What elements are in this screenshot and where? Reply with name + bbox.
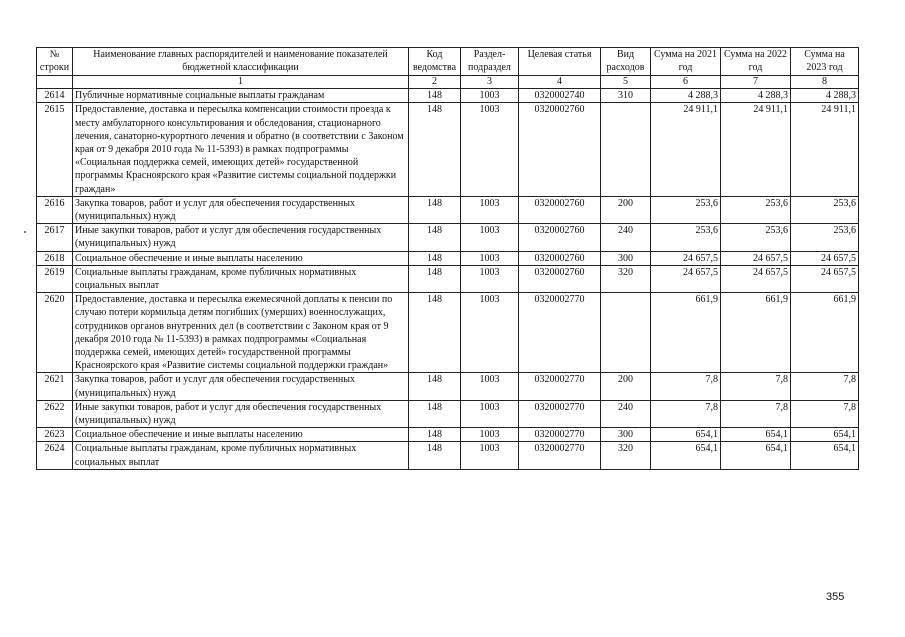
cell-row-no: 2623 — [37, 428, 73, 442]
cell-name: Социальные выплаты гражданам, кроме публичных нормативных социальных выплат — [73, 265, 409, 292]
cell-section: 1003 — [461, 224, 519, 251]
cell-name: Закупка товаров, работ и услуг для обеспечения государственных (муниципальных) нужд — [73, 196, 409, 223]
cell-sum-2021: 661,9 — [651, 293, 721, 373]
page-number: 355 — [826, 591, 845, 603]
column-number: 5 — [601, 76, 651, 89]
cell-section: 1003 — [461, 251, 519, 265]
header-sum-2023: Сумма на 2023 год — [791, 48, 859, 76]
cell-sum-2022: 7,8 — [721, 400, 791, 427]
column-number: 8 — [791, 76, 859, 89]
header-expense-type: Вид расходов — [601, 48, 651, 76]
cell-sum-2023: 253,6 — [791, 196, 859, 223]
cell-section: 1003 — [461, 293, 519, 373]
cell-expense-type: 300 — [601, 428, 651, 442]
cell-row-no: 2614 — [37, 89, 73, 103]
table-row — [37, 196, 859, 223]
cell-target: 0320002770 — [519, 293, 601, 373]
cell-name: Предоставление, доставка и пересылка компенсации стоимости проезда к месту амбулаторного консультирования и обследования, стационарного лечения, санаторно-курортного лечения и обратно (в соответствии с Законом края от 9 декабря 2010 года № 11-5393) в рамках подпрограммы «Социальная поддержка семей, имеющих детей» государственной программы Красноярского края «Развитие системы социальной поддержки граждан» — [73, 103, 409, 196]
column-number-empty — [37, 76, 73, 89]
column-number: 7 — [721, 76, 791, 89]
cell-expense-type: 310 — [601, 89, 651, 103]
cell-sum-2021: 24 911,1 — [651, 103, 721, 196]
table-header — [37, 48, 859, 89]
cell-row-no: 2619 — [37, 265, 73, 292]
cell-target: 0320002760 — [519, 265, 601, 292]
header-name: Наименование главных распорядителей и наименование показателей бюджетной классификации — [73, 48, 409, 76]
cell-name: Публичные нормативные социальные выплаты гражданам — [73, 89, 409, 103]
cell-row-no: 2617 — [37, 224, 73, 251]
cell-expense-type: 320 — [601, 442, 651, 469]
cell-target: 0320002760 — [519, 103, 601, 196]
cell-target: 0320002770 — [519, 442, 601, 469]
cell-sum-2023: 654,1 — [791, 428, 859, 442]
cell-sum-2023: 24 911,1 — [791, 103, 859, 196]
column-numbers-row — [37, 76, 859, 89]
cell-target: 0320002740 — [519, 89, 601, 103]
cell-dept-code: 148 — [409, 251, 461, 265]
cell-sum-2022: 24 911,1 — [721, 103, 791, 196]
cell-row-no: 2624 — [37, 442, 73, 469]
cell-sum-2021: 7,8 — [651, 400, 721, 427]
cell-section: 1003 — [461, 103, 519, 196]
cell-sum-2021: 24 657,5 — [651, 265, 721, 292]
header-dept-code: Код ведомства — [409, 48, 461, 76]
cell-dept-code: 148 — [409, 265, 461, 292]
cell-row-no: 2616 — [37, 196, 73, 223]
cell-sum-2023: 7,8 — [791, 400, 859, 427]
cell-section: 1003 — [461, 89, 519, 103]
cell-sum-2023: 253,6 — [791, 224, 859, 251]
scan-speck — [24, 231, 26, 233]
cell-dept-code: 148 — [409, 442, 461, 469]
cell-sum-2022: 24 657,5 — [721, 251, 791, 265]
cell-dept-code: 148 — [409, 373, 461, 400]
cell-sum-2021: 654,1 — [651, 442, 721, 469]
cell-section: 1003 — [461, 265, 519, 292]
cell-sum-2021: 253,6 — [651, 224, 721, 251]
cell-section: 1003 — [461, 373, 519, 400]
header-row — [37, 48, 859, 76]
table-row — [37, 89, 859, 103]
cell-row-no: 2622 — [37, 400, 73, 427]
cell-name: Социальное обеспечение и иные выплаты населению — [73, 428, 409, 442]
cell-expense-type: 200 — [601, 196, 651, 223]
cell-sum-2023: 7,8 — [791, 373, 859, 400]
cell-row-no: 2620 — [37, 293, 73, 373]
cell-dept-code: 148 — [409, 89, 461, 103]
cell-expense-type: 240 — [601, 400, 651, 427]
table-row — [37, 265, 859, 292]
cell-sum-2023: 654,1 — [791, 442, 859, 469]
cell-name: Социальное обеспечение и иные выплаты населению — [73, 251, 409, 265]
cell-sum-2023: 661,9 — [791, 293, 859, 373]
cell-section: 1003 — [461, 400, 519, 427]
cell-sum-2023: 24 657,5 — [791, 251, 859, 265]
cell-section: 1003 — [461, 196, 519, 223]
cell-target: 0320002760 — [519, 196, 601, 223]
cell-expense-type — [601, 293, 651, 373]
cell-sum-2021: 7,8 — [651, 373, 721, 400]
column-number: 2 — [409, 76, 461, 89]
cell-sum-2021: 654,1 — [651, 428, 721, 442]
cell-sum-2021: 253,6 — [651, 196, 721, 223]
cell-section: 1003 — [461, 428, 519, 442]
cell-target: 0320002760 — [519, 224, 601, 251]
cell-sum-2023: 24 657,5 — [791, 265, 859, 292]
cell-row-no: 2618 — [37, 251, 73, 265]
column-number: 1 — [73, 76, 409, 89]
cell-dept-code: 148 — [409, 400, 461, 427]
column-number: 6 — [651, 76, 721, 89]
cell-dept-code: 148 — [409, 196, 461, 223]
column-number: 4 — [519, 76, 601, 89]
header-sum-2021: Сумма на 2021 год — [651, 48, 721, 76]
cell-dept-code: 148 — [409, 428, 461, 442]
cell-name: Социальные выплаты гражданам, кроме публичных нормативных социальных выплат — [73, 442, 409, 469]
cell-expense-type — [601, 103, 651, 196]
table-row — [37, 103, 859, 196]
cell-sum-2021: 24 657,5 — [651, 251, 721, 265]
cell-sum-2022: 24 657,5 — [721, 265, 791, 292]
cell-name: Иные закупки товаров, работ и услуг для обеспечения государственных (муниципальных) нужд — [73, 224, 409, 251]
cell-sum-2022: 654,1 — [721, 428, 791, 442]
cell-target: 0320002770 — [519, 400, 601, 427]
cell-sum-2022: 654,1 — [721, 442, 791, 469]
cell-row-no: 2621 — [37, 373, 73, 400]
cell-expense-type: 240 — [601, 224, 651, 251]
cell-sum-2022: 7,8 — [721, 373, 791, 400]
table-row — [37, 251, 859, 265]
column-number: 3 — [461, 76, 519, 89]
cell-sum-2022: 253,6 — [721, 224, 791, 251]
cell-sum-2021: 4 288,3 — [651, 89, 721, 103]
cell-target: 0320002760 — [519, 251, 601, 265]
cell-dept-code: 148 — [409, 224, 461, 251]
table-row — [37, 442, 859, 469]
table-row — [37, 224, 859, 251]
cell-section: 1003 — [461, 442, 519, 469]
table-row — [37, 428, 859, 442]
cell-dept-code: 148 — [409, 293, 461, 373]
cell-name: Иные закупки товаров, работ и услуг для обеспечения государственных (муниципальных) нужд — [73, 400, 409, 427]
table-row — [37, 293, 859, 373]
table-body — [37, 89, 859, 470]
header-sum-2022: Сумма на 2022 год — [721, 48, 791, 76]
table-row — [37, 400, 859, 427]
cell-dept-code: 148 — [409, 103, 461, 196]
cell-sum-2022: 661,9 — [721, 293, 791, 373]
cell-name: Предоставление, доставка и пересылка ежемесячной доплаты к пенсии по случаю потери кормильца детям погибших (умерших) военнослужащих, сотрудников органов внутренних дел (в соответствии с Законом края от 9 декабря 2010 года № 11-5393) в рамках подпрограммы «Социальная поддержка семей, имеющих детей» государственной программы Красноярского края «Развитие системы социальной поддержки граждан» — [73, 293, 409, 373]
budget-table — [36, 47, 859, 470]
cell-sum-2022: 253,6 — [721, 196, 791, 223]
cell-expense-type: 300 — [601, 251, 651, 265]
cell-sum-2022: 4 288,3 — [721, 89, 791, 103]
cell-expense-type: 200 — [601, 373, 651, 400]
cell-name: Закупка товаров, работ и услуг для обеспечения государственных (муниципальных) нужд — [73, 373, 409, 400]
cell-sum-2023: 4 288,3 — [791, 89, 859, 103]
header-section: Раздел-подраздел — [461, 48, 519, 76]
cell-target: 0320002770 — [519, 428, 601, 442]
header-target: Целевая статья — [519, 48, 601, 76]
cell-expense-type: 320 — [601, 265, 651, 292]
cell-row-no: 2615 — [37, 103, 73, 196]
cell-target: 0320002770 — [519, 373, 601, 400]
table-row — [37, 373, 859, 400]
header-row-no: № строки — [37, 48, 73, 76]
